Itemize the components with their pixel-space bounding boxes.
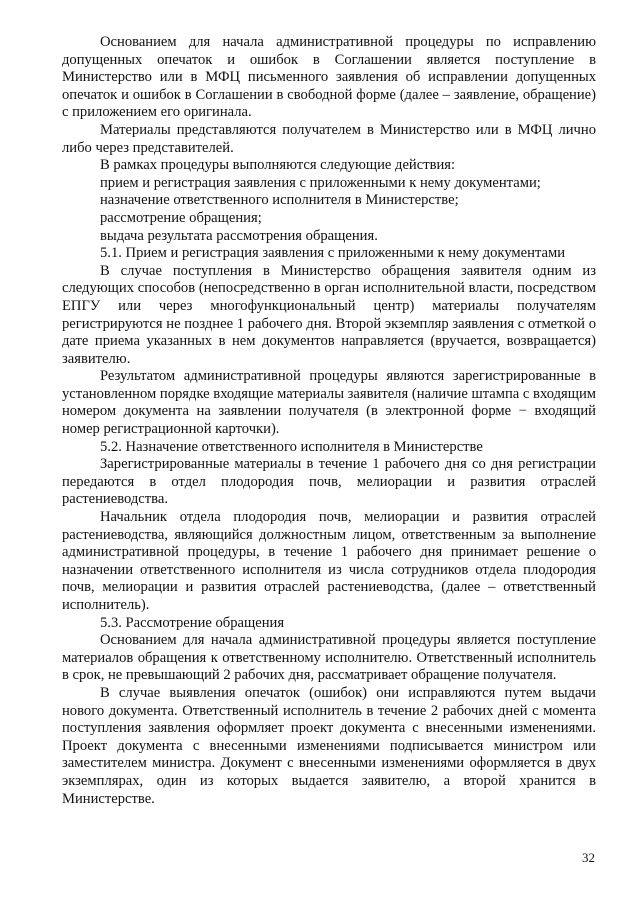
list-item: выдача результата рассмотрения обращения. bbox=[100, 227, 378, 244]
paragraph: Материалы представляются получателем в Министерство или в МФЦ лично либо через представителей. bbox=[62, 121, 596, 156]
list-item: прием и регистрация заявления с приложенными к нему документами; bbox=[100, 174, 541, 191]
section-heading-5-1: 5.1. Прием и регистрация заявления с приложенными к нему документами bbox=[100, 245, 566, 262]
paragraph: Начальник отдела плодородия почв, мелиорации и развития отраслей растениеводства, являющийся должностным лицом, ответственным за выполнение административной процедуры, в течение 1 рабочего дня принимает решение о назначении ответственного исполнителя из числа сотрудников отдела плодородия почв, мелиорации и развития отраслей растениеводства, (далее – ответственный исполнитель). bbox=[62, 509, 596, 613]
paragraph: Зарегистрированные материалы в течение 1 рабочего дня со дня регистрации передаются в отдел плодородия почв, мелиорации и развития отраслей растениеводства. bbox=[62, 456, 596, 508]
list-item: рассмотрение обращения; bbox=[100, 209, 262, 226]
page-number: 32 bbox=[582, 850, 595, 865]
paragraph: Основанием для начала административной процедуры является поступление материалов обращения к ответственному исполнителю. Ответственный исполнитель в срок, не превышающий 2 рабочих дня, рассматривает обращение получателя. bbox=[62, 632, 596, 684]
list-item: назначение ответственного исполнителя в Министерстве; bbox=[100, 192, 459, 209]
document-body bbox=[62, 34, 596, 808]
section-heading-5-3: 5.3. Рассмотрение обращения bbox=[100, 614, 285, 631]
paragraph: В случае поступления в Министерство обращения заявителя одним из следующих способов (непосредственно в орган исполнительной власти, посредством ЕПГУ или через многофункциональный центр) материалы получателям регистрируются не позднее 1 рабочего дня. Второй экземпляр заявления с отметкой о дате приема указанных в нем документов направляется (вручается, возвращается) заявителю. bbox=[62, 262, 596, 367]
paragraph: В рамках процедуры выполняются следующие действия: bbox=[100, 157, 456, 174]
paragraph: В случае выявления опечаток (ошибок) они исправляются путем выдачи нового документа. Ответственный исполнитель в течение 2 рабочих дней с момента поступления заявления оформляет проект документа с внесенными изменениями. Проект документа с внесенными изменениями подписывается министром или заместителем министра. Документ с внесенными изменениями оформляется в двух экземплярах, один из которых выдается заявителю, а второй хранится в Министерстве. bbox=[62, 684, 596, 807]
paragraph: Основанием для начала административной процедуры по исправлению допущенных опечаток и ошибок в Соглашении является поступление в Министерство или в МФЦ письменного заявления об исправлении допущенных опечаток и ошибок в Соглашении в свободной форме (далее – заявление, обращение) с приложением его оригинала. bbox=[62, 34, 596, 121]
section-heading-5-2: 5.2. Назначение ответственного исполнителя в Министерстве bbox=[100, 438, 483, 455]
paragraph: Результатом административной процедуры являются зарегистрированные в установленном порядке входящие материалы заявителя (наличие штампа с входящим номером документа на заявлении получателя (в электронной форме − входящий номер регистрационной карточки). bbox=[62, 368, 596, 438]
